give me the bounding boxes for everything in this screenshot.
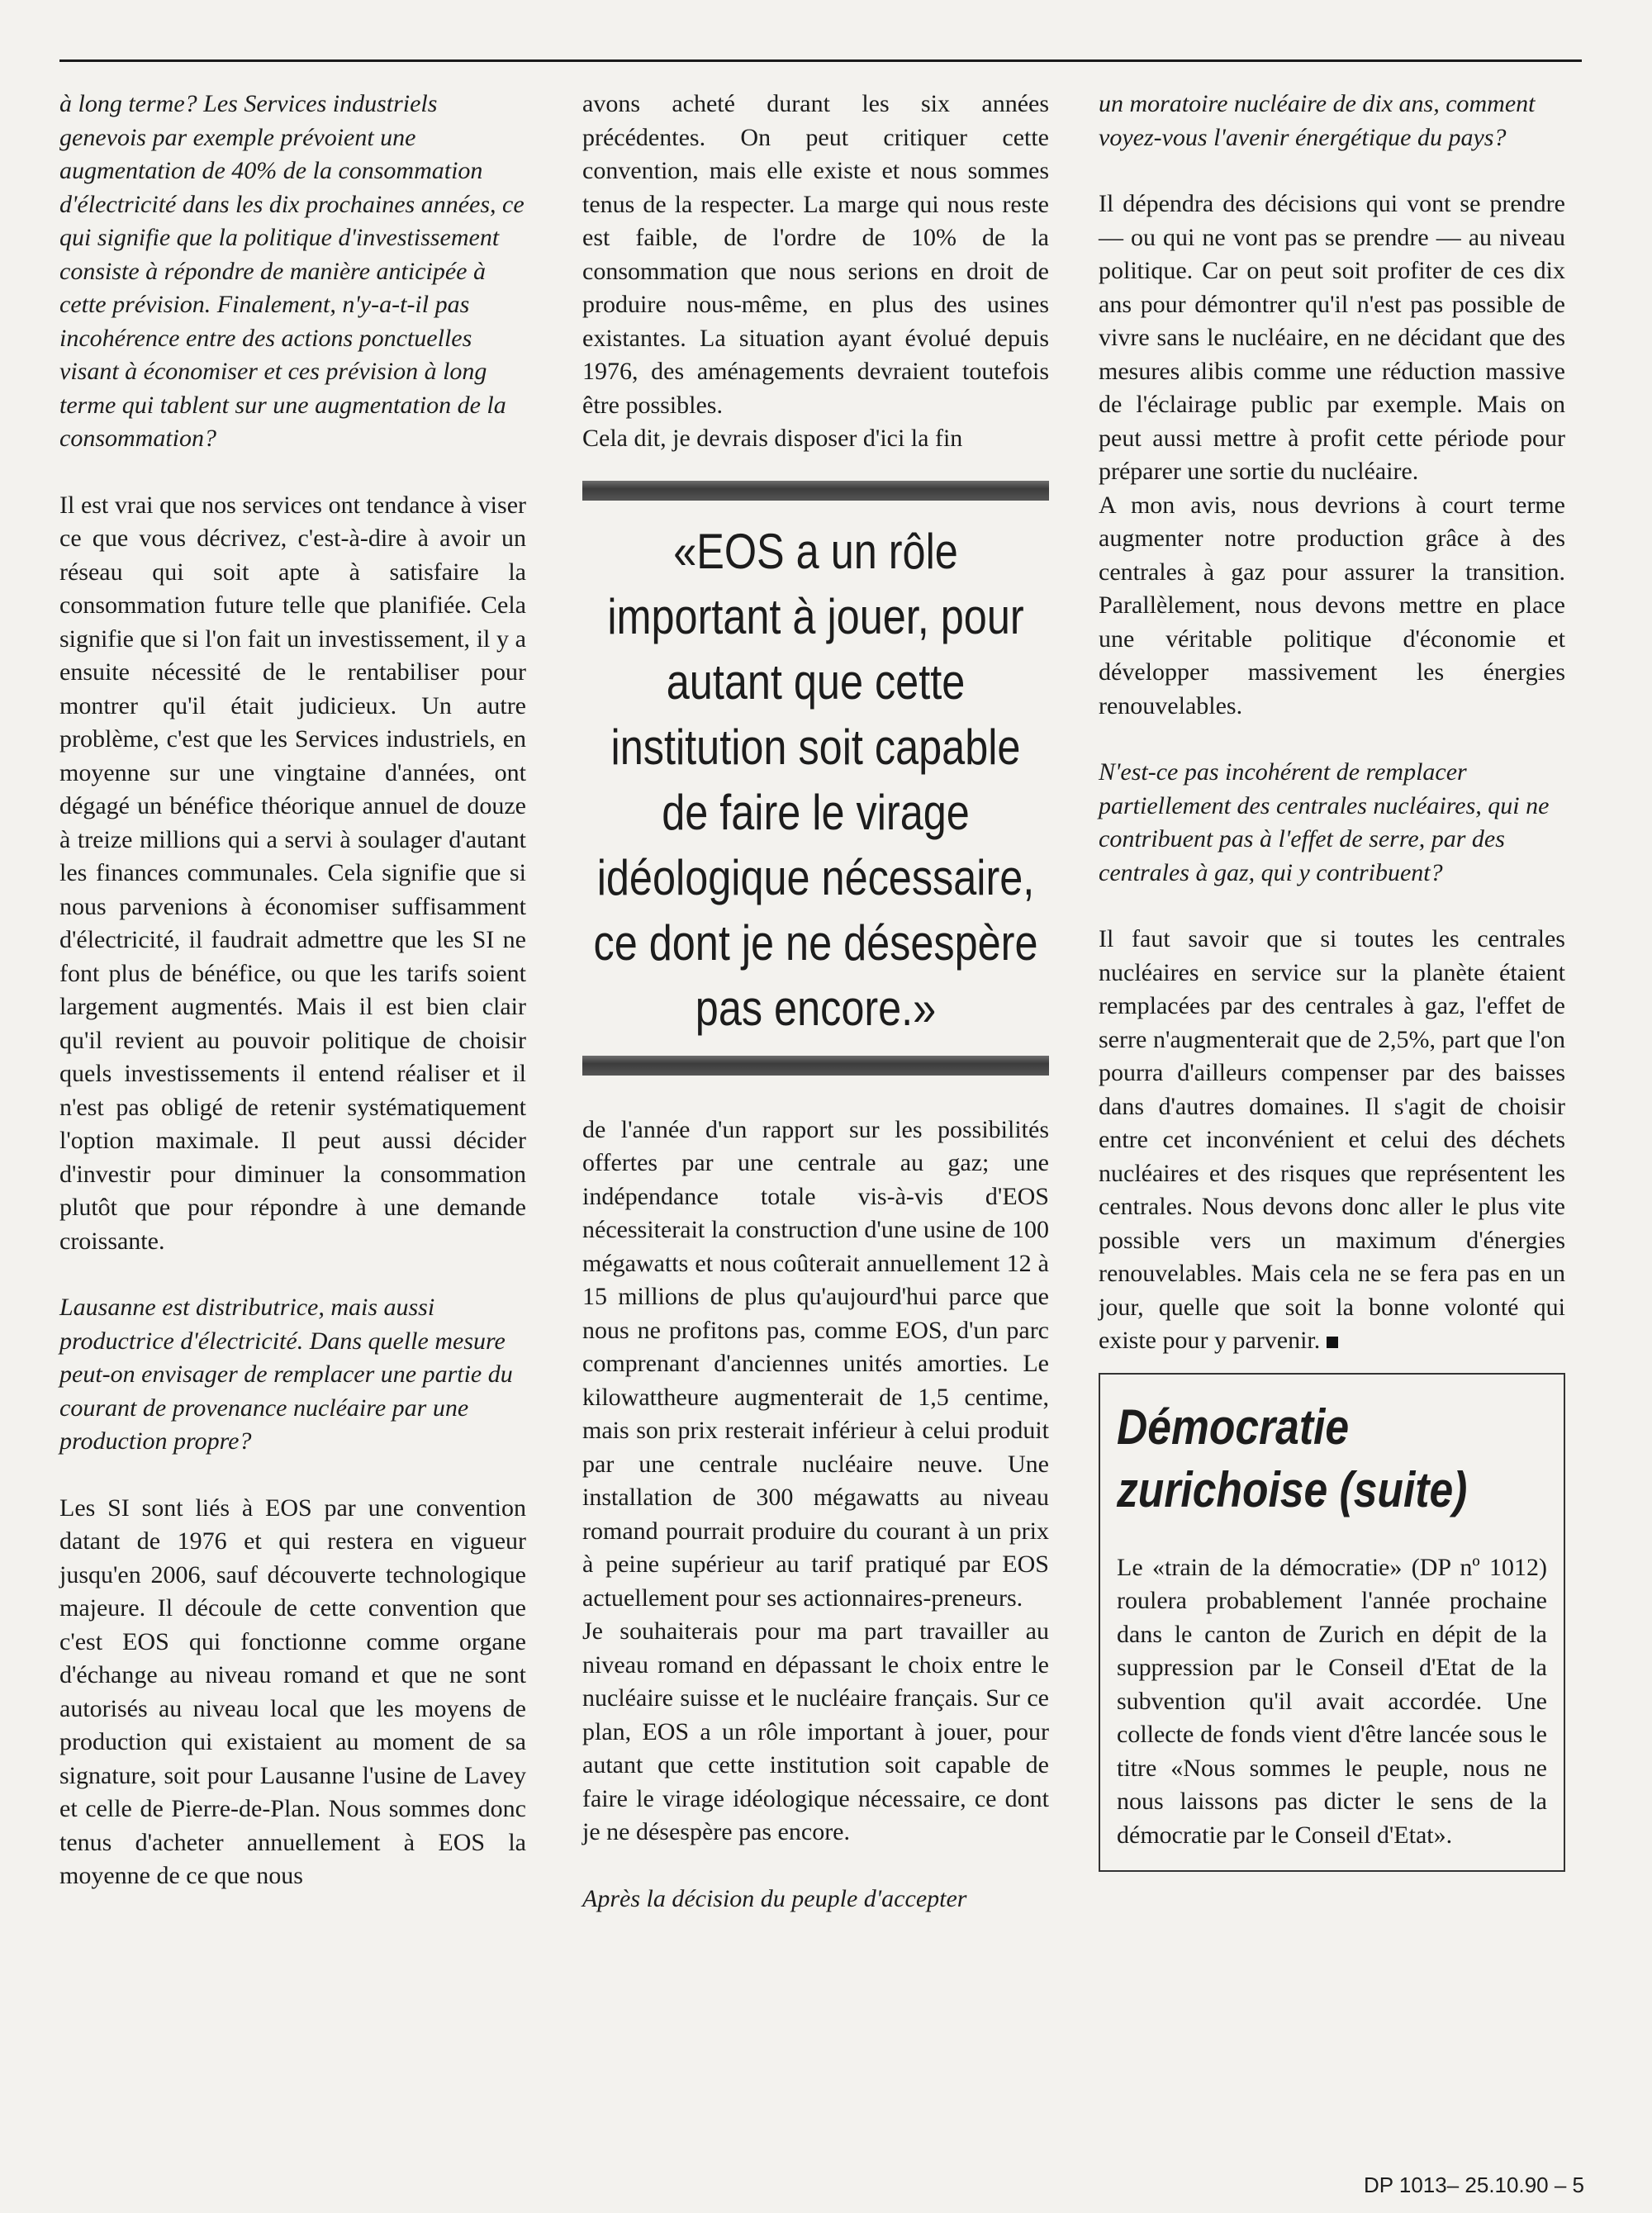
answer-1: Il est vrai que nos services ont tendance à viser ce que vous décrivez, c'est-à-dire à avoir un réseau qui soit apte à satisfaire la consommation future telle que planifiée. Cela signifie que si l'on fait un investissement, il y a ensuite nécessité de le rentabiliser pour montrer qu'il était judicieux. Un autre problème, c'est que les Services industriels, en moyenne sur une vingtaine d'années, ont dégagé un bénéfice théorique annuel de douze à treize millions qui a servi à soulager d'autant les finances communales. Cela signifie que si nous parvenions à économiser suffisamment d'électricité, il faudrait admettre que les SI ne font plus de bénéfice, ou que les tarifs soient largement augmentés. Mais il est bien clair qu'il revient au pouvoir politique de choisir quels investissements il entend réaliser et il n'est pas obligé de retenir systématiquement l'option maximale. Il peut aussi décider d'investir pour diminuer la consommation plutôt que pour répondre à une demande croissante. xyxy=(59,491,526,1255)
pull-quote-bottom-bar xyxy=(582,1056,1049,1076)
box-title: Démocratie zurichoise (suite) xyxy=(1117,1399,1468,1517)
pull-quote xyxy=(582,481,1049,1076)
box-text: Le «train de la démocratie» (DP nº 1012) roulera probablement l'année prochaine dans le canton de Zurich en dépit de la suppression par le Conseil d'Etat de la subvention qu'il avait accordée. Une collecte de fonds vient d'être lancée sous le titre «Nous sommes le peuple, nous ne nous laissons pas dicter le sens de la démocratie par le Conseil d'Etat». xyxy=(1117,1553,1547,1849)
question-1: à long terme? Les Services industriels genevois par exemple prévoient une augmentation de 40% de la consommation d'électricité dans les dix prochaines années, ce qui signifie que la politique d'investissement consiste à répondre de manière anticipée à cette prévision. Finalement, n'y-a-t-il pas incohérence entre des actions ponctuelles visant à économiser et ces prévision à long terme qui tablent sur une augmentation de la consommation? xyxy=(59,90,525,452)
answer-2-cont-c: de l'année d'un rapport sur les possibilités offertes par une centrale au gaz; une indépendance totale vis-à-vis d'EOS nécessiterait la construction d'une usine de 100 mégawatts et nous coûterait annuellement 12 à 15 millions de plus qu'aujourd'hui parce que nous ne profitons pas, comme EOS, d'un parc comprenant d'anciennes unités amorties. Le kilowattheure augmenterait de 1,5 centime, mais son prix resterait inférieur à celui produit par une centrale nucléaire neuve. Une installation de 300 mégawatts au niveau romand pourrait produire du courant à un prix à peine supérieur au tarif pratiqué par EOS actuellement pour ses actionnaires-preneurs. xyxy=(582,1115,1049,1612)
answer-4-text: Il faut savoir que si toutes les centrales nucléaires en service sur la planète étaient remplacées par des centrales à gaz, l'effet de serre n'augmenterait que de 2,5%, part que l'on pourra d'ailleurs compenser par des baisses dans d'autres domaines. Il s'agit de choisir entre cet inconvénient et celui des déchets nucléaires et des risques que représentent les centrales. Nous devons donc aller le plus vite possible vers un maximum d'énergies renouvelables. Mais cela ne se fera pas en un jour, quelle que soit la bonne volonté qui existe pour y parvenir. xyxy=(1099,925,1565,1354)
column-2 xyxy=(582,88,1049,1916)
answer-2-cont-b: Cela dit, je devrais disposer d'ici la fin xyxy=(582,425,963,452)
sidebar-box xyxy=(1099,1373,1565,1873)
answer-3b: A mon avis, nous devrions à court terme augmenter notre production grâce à des centrales à gaz pour assurer la transition. Parallèlement, nous devons mettre en place une véritable politique d'économie et développer massivement les énergies renouvelables. xyxy=(1099,491,1565,719)
answer-4 xyxy=(1099,923,1565,1358)
question-2: Lausanne est distributrice, mais aussi productrice d'électricité. Dans quelle mesure peut-on envisager de remplacer une partie du courant de provenance nucléaire par une production propre? xyxy=(59,1294,513,1455)
answer-2-cont: avons acheté durant les six années précédentes. On peut critiquer cette convention, mais elle existe et nous sommes tenus de la respecter. La marge qui nous reste est faible, de l'ordre de 10% de la consommation que nous serions en droit de produire nous-même, en plus des usines existantes. La situation ayant évolué depuis 1976, des aménagements devraient toutefois être possibles. xyxy=(582,90,1049,419)
question-4: N'est-ce pas incohérent de remplacer partiellement des centrales nucléaires, qui ne contribuent pas à l'effet de serre, par des centrales à gaz, qui y contribuent? xyxy=(1099,758,1550,886)
answer-2-cont-d: Je souhaiterais pour ma part travailler au niveau romand en dépassant le choix entre le nucléaire suisse et le nucléaire français. Sur ce plan, EOS a un rôle important à jouer, pour autant que cette institution soit capable de faire le virage idéologique nécessaire, ce dont je ne désespère pas encore. xyxy=(582,1617,1049,1845)
question-3: Après la décision du peuple d'accepter xyxy=(582,1884,967,1912)
page-footer: DP 1013– 25.10.90 – 5 xyxy=(1364,2173,1584,2197)
column-1 xyxy=(59,88,526,1893)
answer-3: Il dépendra des décisions qui vont se prendre — ou qui ne vont pas se prendre — au niveau politique. Car on peut soit profiter de ces dix ans pour démontrer qu'il n'est pas possible de vivre sans le nucléaire, en ne décidant que des mesures alibis comme une réduction massive de l'éclairage public par exemple. Mais on peut aussi mettre à profit cette période pour préparer une sortie du nucléaire. xyxy=(1099,190,1565,485)
pull-quote-top-bar xyxy=(582,481,1049,501)
question-3-cont: un moratoire nucléaire de dix ans, comment voyez-vous l'avenir énergétique du pays? xyxy=(1099,90,1536,151)
pull-quote-text: «EOS a un rôle important à jouer, pour autant que cette institution soit capable de faire le virage idéologique nécessaire, ce dont je ne désespère pas encore.» xyxy=(593,523,1038,1036)
top-rule xyxy=(59,59,1582,62)
end-mark-icon xyxy=(1327,1337,1338,1348)
column-3 xyxy=(1099,88,1565,1872)
answer-2: Les SI sont liés à EOS par une convention datant de 1976 et qui restera en vigueur jusqu'en 2006, sauf découverte technologique majeure. Il découle de cette convention que c'est EOS qui fonctionne comme organe d'échange au niveau romand et que ne sont autorisés au niveau local que les moyens de production qui existaient au moment de sa signature, soit pour Lausanne l'usine de Lavey et celle de Pierre-de-Plan. Nous sommes donc tenus d'acheter annuellement à EOS la moyenne de ce que nous xyxy=(59,1494,526,1889)
